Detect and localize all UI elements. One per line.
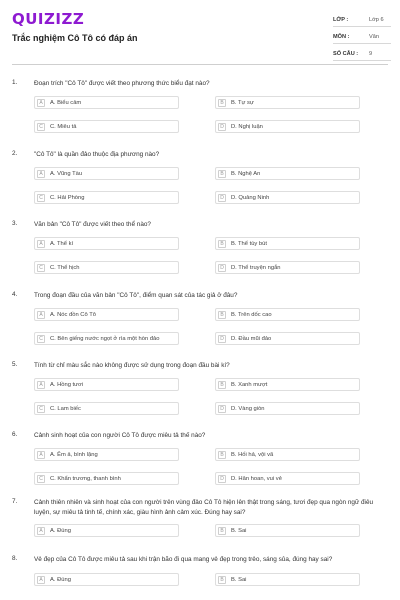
- page-title: Trắc nghiệm Cô Tô có đáp án: [12, 33, 138, 43]
- meta-table: [333, 10, 391, 61]
- header-divider: [12, 64, 388, 65]
- option-a[interactable]: [34, 573, 179, 586]
- question-number: 2.: [12, 150, 18, 157]
- option-c[interactable]: [34, 402, 179, 415]
- question-number: 5.: [12, 361, 18, 368]
- option-d[interactable]: [215, 402, 360, 415]
- option-text: A. Đúng: [50, 527, 71, 534]
- meta-label: LỚP :: [333, 17, 349, 23]
- meta-label: SỐ CÂU :: [333, 51, 359, 57]
- option-b[interactable]: [215, 237, 360, 250]
- option-b[interactable]: [215, 573, 360, 586]
- option-c[interactable]: [34, 120, 179, 133]
- option-text: C. Miêu tả: [50, 123, 77, 130]
- option-b[interactable]: [215, 96, 360, 109]
- option-b[interactable]: [215, 448, 360, 461]
- option-letter-box: B: [218, 381, 226, 389]
- meta-row-grade: [333, 10, 391, 27]
- meta-value: 9: [369, 51, 373, 57]
- option-text: C. Hải Phòng: [50, 194, 85, 201]
- option-text: A. Biểu cảm: [50, 99, 82, 106]
- option-letter-box: C: [37, 123, 45, 131]
- option-letter-box: B: [218, 99, 226, 107]
- option-d[interactable]: [215, 261, 360, 274]
- option-c[interactable]: [34, 472, 179, 485]
- question-text: "Cô Tô" là quần đảo thuộc địa phương nào?: [34, 151, 160, 158]
- option-letter-box: B: [218, 576, 226, 584]
- option-a[interactable]: [34, 524, 179, 537]
- option-b[interactable]: [215, 308, 360, 321]
- option-text: D. Quảng Ninh: [231, 194, 270, 201]
- question-number: 3.: [12, 220, 18, 227]
- option-a[interactable]: [34, 237, 179, 250]
- option-text: B. Nghệ An: [231, 170, 261, 177]
- option-b[interactable]: [215, 524, 360, 537]
- option-letter-box: D: [218, 194, 226, 202]
- question-number: 8.: [12, 555, 18, 562]
- option-letter-box: B: [218, 170, 226, 178]
- option-letter-box: B: [218, 527, 226, 535]
- meta-row-subject: [333, 27, 391, 44]
- option-text: A. Thể kí: [50, 240, 74, 247]
- option-letter-box: A: [37, 576, 45, 584]
- question-number: 6.: [12, 431, 18, 438]
- question-number: 7.: [12, 498, 18, 505]
- option-text: C. Lam biếc: [50, 405, 81, 412]
- meta-label: MÔN :: [333, 34, 350, 40]
- meta-value: Lớp 6: [369, 17, 384, 23]
- option-letter-box: D: [218, 264, 226, 272]
- option-a[interactable]: [34, 96, 179, 109]
- option-text: D. Đầu mũi đảo: [231, 335, 272, 342]
- option-text: A. Vũng Tàu: [50, 170, 83, 177]
- option-text: C. Khẩn trương, thanh bình: [50, 475, 121, 482]
- option-text: D. Nghị luận: [231, 123, 263, 130]
- question-text: Văn bản "Cô Tô" được viết theo thể nào?: [34, 221, 151, 228]
- option-d[interactable]: [215, 332, 360, 345]
- option-letter-box: C: [37, 405, 45, 413]
- worksheet-header: [0, 0, 400, 70]
- option-letter-box: D: [218, 405, 226, 413]
- option-c[interactable]: [34, 332, 179, 345]
- option-letter-box: A: [37, 240, 45, 248]
- option-a[interactable]: [34, 308, 179, 321]
- question-text: Tính từ chỉ màu sắc nào không được sử dụng trong đoạn đầu bài kí?: [34, 362, 230, 369]
- question-text: Vẻ đẹp của Cô Tô được miêu tả sau khi trận bão đi qua mang vẻ đẹp trong trẻo, sáng sủa, đúng hay sai?: [34, 556, 333, 563]
- option-text: B. Hối hả, vội vã: [231, 451, 274, 458]
- question-text: Trong đoạn đầu của văn bản "Cô Tô", điểm quan sát của tác giả ở đâu?: [34, 292, 238, 299]
- option-c[interactable]: [34, 261, 179, 274]
- question-text: Đoạn trích "Cô Tô" được viết theo phương thức biểu đạt nào?: [34, 80, 210, 87]
- option-text: B. Thể tùy bút: [231, 240, 267, 247]
- option-text: A. Hồng tươi: [50, 381, 84, 388]
- question-text: Cảnh sinh hoạt của con người Cô Tô được miêu tả thế nào?: [34, 432, 206, 439]
- option-letter-box: C: [37, 335, 45, 343]
- option-letter-box: A: [37, 170, 45, 178]
- meta-row-count: [333, 44, 391, 61]
- option-letter-box: A: [37, 99, 45, 107]
- question-number: 4.: [12, 291, 18, 298]
- option-letter-box: A: [37, 381, 45, 389]
- option-b[interactable]: [215, 167, 360, 180]
- option-text: A. Nóc đồn Cô Tô: [50, 311, 96, 318]
- quizizz-logo[interactable]: QUIZIZZ: [12, 10, 85, 28]
- option-text: D. Thể truyện ngắn: [231, 264, 281, 271]
- option-letter-box: A: [37, 311, 45, 319]
- option-text: B. Sai: [231, 527, 247, 534]
- option-a[interactable]: [34, 378, 179, 391]
- question-number: 1.: [12, 79, 18, 86]
- option-text: D. Vàng giòn: [231, 405, 265, 412]
- meta-value: Văn: [369, 34, 379, 40]
- option-d[interactable]: [215, 191, 360, 204]
- option-text: A. Êm ả, bình lặng: [50, 451, 98, 458]
- option-letter-box: B: [218, 451, 226, 459]
- option-c[interactable]: [34, 191, 179, 204]
- option-b[interactable]: [215, 378, 360, 391]
- option-letter-box: A: [37, 527, 45, 535]
- option-a[interactable]: [34, 448, 179, 461]
- question-text: Cảnh thiên nhiên và sinh hoạt của con người trên vùng đảo Cô Tô hiện lên thật trong sáng, tươi đẹp qua ngòn ngữ điêu luyện, sự miêu tả tinh tế, chính xác, giàu hình ảnh cảm xúc. Đúng hay sai?: [34, 499, 374, 516]
- option-letter-box: D: [218, 335, 226, 343]
- option-letter-box: A: [37, 451, 45, 459]
- option-text: C. Bên giếng nước ngọt ở rìa một hòn đảo: [50, 335, 160, 342]
- option-d[interactable]: [215, 120, 360, 133]
- option-letter-box: D: [218, 123, 226, 131]
- option-letter-box: D: [218, 475, 226, 483]
- option-text: B. Xanh mượt: [231, 381, 268, 388]
- option-text: A. Đúng: [50, 576, 71, 583]
- option-text: B. Tự sự: [231, 99, 254, 106]
- option-letter-box: B: [218, 311, 226, 319]
- option-text: B. Sai: [231, 576, 247, 583]
- option-text: C. Thể hịch: [50, 264, 80, 271]
- option-a[interactable]: [34, 167, 179, 180]
- option-letter-box: C: [37, 264, 45, 272]
- option-text: B. Trên dốc cao: [231, 311, 272, 318]
- option-letter-box: C: [37, 475, 45, 483]
- option-d[interactable]: [215, 472, 360, 485]
- option-letter-box: C: [37, 194, 45, 202]
- option-letter-box: B: [218, 240, 226, 248]
- option-text: D. Hân hoan, vui vẻ: [231, 475, 282, 482]
